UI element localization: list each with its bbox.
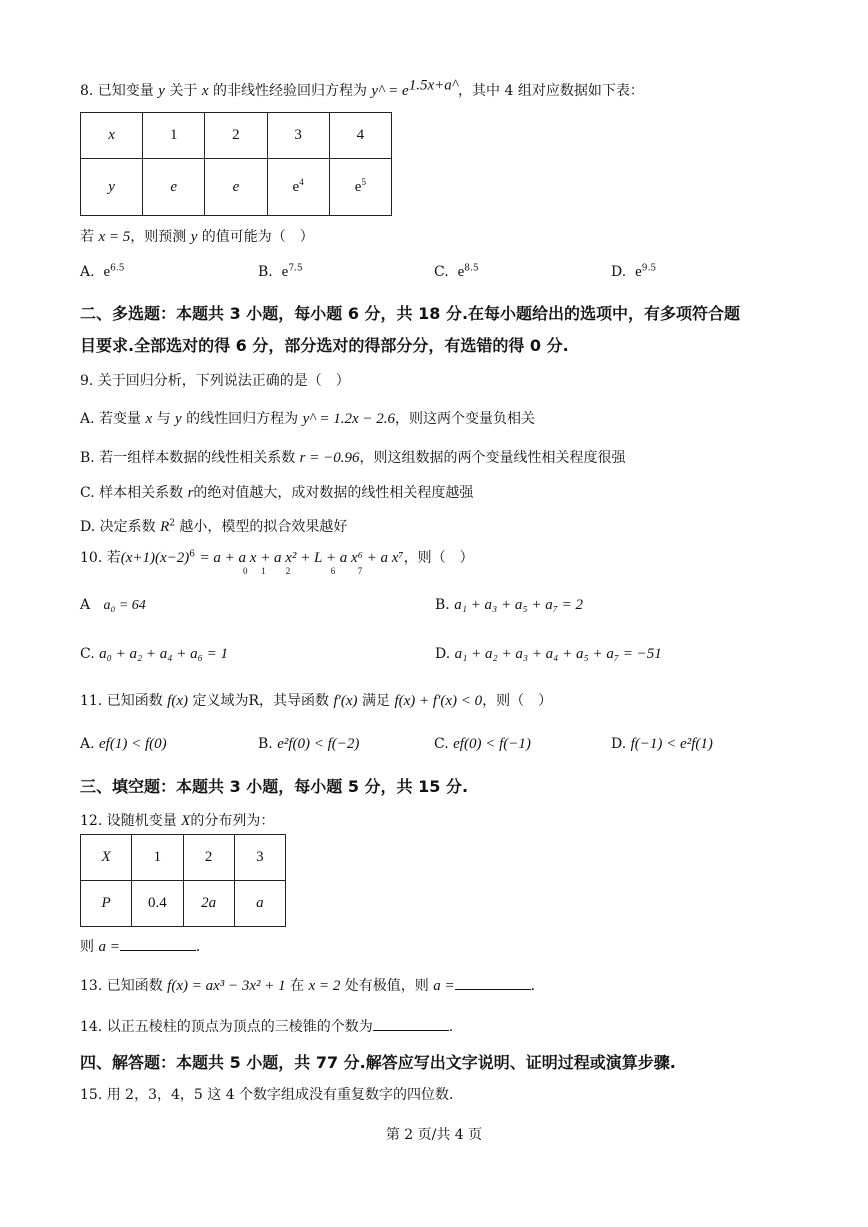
q9-option-a: A. 若变量 x 与 y 的线性回归方程为 y^ = 1.2x − 2.6，则这两个变量负相关 bbox=[80, 411, 536, 427]
q10-rhs-subscripts: 0 1 2 6 7 bbox=[243, 566, 363, 576]
q8-option-b: B. $e^{7.5}$ bbox=[258, 263, 303, 280]
q11-option-b: B. e²f(0) < f(−2) bbox=[258, 736, 360, 752]
q10-option-c: C. a₀ + a₂ + a₄ + a₆ = 1 bbox=[80, 646, 228, 662]
q9-option-c: C. 样本相关系数 r的绝对值越大，成对数据的线性相关程度越强 bbox=[80, 485, 474, 501]
q14-answer-blank[interactable] bbox=[373, 1016, 449, 1031]
q11-stem: 11. 已知函数 f(x) 定义域为R，其导函数 f′(x) 满足 f(x) + f′(x) < 0，则（ ） bbox=[80, 693, 553, 709]
q10-option-d: D. a₁ + a₂ + a₃ + a₄ + a₅ + a₇ = −51 bbox=[435, 646, 662, 662]
q11-option-c: C. ef(0) < f(−1) bbox=[434, 736, 531, 752]
q12-stem: 12. 设随机变量 X的分布列为： bbox=[80, 813, 275, 829]
section2-heading-line1: 二、多选题：本题共 3 小题，每小题 6 分，共 18 分.在每小题给出的选项中，有多项符合题 bbox=[80, 304, 741, 323]
q8-option-d: D. $e^{9.5}$ bbox=[611, 263, 657, 280]
q9-option-d: D. 决定系数 $R^2$ 越小，模型的拟合效果越好 bbox=[80, 518, 348, 535]
q12-answer-line: 则 a = . bbox=[80, 936, 200, 956]
q10-option-b: B. a₁ + a₃ + a₅ + a₇ = 2 bbox=[435, 597, 584, 613]
section4-heading: 四、解答题：本题共 5 小题，共 77 分.解答应写出文字说明、证明过程或演算步骤. bbox=[80, 1053, 676, 1072]
q12-answer-blank[interactable] bbox=[120, 936, 196, 951]
q11-option-a: A. ef(1) < f(0) bbox=[80, 736, 167, 752]
q9-option-b: B. 若一组样本数据的线性相关系数 r = −0.96，则这组数据的两个变量线性相关程度很强 bbox=[80, 450, 626, 466]
q8-option-c: C. $e^{8.5}$ bbox=[434, 263, 479, 280]
section3-heading: 三、填空题：本题共 3 小题，每小题 5 分，共 15 分. bbox=[80, 777, 469, 796]
q13-stem: 13. 已知函数 f(x) = ax³ − 3x² + 1 在 x = 2 处有极值，则 a = . bbox=[80, 975, 535, 995]
q9-stem: 9. 关于回归分析，下列说法正确的是（ ） bbox=[80, 373, 350, 389]
q14-stem: 14. 以正五棱柱的顶点为顶点的三棱锥的个数为 . bbox=[80, 1016, 453, 1036]
q8-stem: 8. 已知变量 y 关于 x 的非线性经验回归方程为 y^ = $e^{1.5x+a\^{}}$，其中 4 组对应数据如下表： bbox=[80, 77, 644, 99]
q8-condition: 若 x = 5，则预测 y 的值可能为（ ） bbox=[80, 229, 314, 245]
q8-data-table: x 1 2 3 4 y e e $e^4$ $e^5$ bbox=[80, 112, 392, 216]
q10-stem: 10. 若$(x+1)(x-2)^6 = a + a$ x + a x² + L + a x⁶ + a x⁷，则（ ） bbox=[80, 549, 474, 566]
q8-option-a: A. $e^{6.5}$ bbox=[80, 263, 125, 280]
section2-heading-line2: 目要求.全部选对的得 6 分，部分选对的得部分分，有选错的得 0 分. bbox=[80, 336, 569, 355]
q15-stem: 15. 用 2，3，4，5 这 4 个数字组成没有重复数字的四位数. bbox=[80, 1087, 454, 1103]
q11-option-d: D. f(−1) < e²f(1) bbox=[611, 736, 713, 752]
page-footer: 第 2 页/共 4 页 bbox=[385, 1127, 483, 1143]
q10-option-a: A a₀ = 64 bbox=[80, 597, 146, 613]
q13-answer-blank[interactable] bbox=[455, 975, 531, 990]
q12-distribution-table: X 1 2 3 P 0.4 2a a bbox=[80, 834, 286, 927]
